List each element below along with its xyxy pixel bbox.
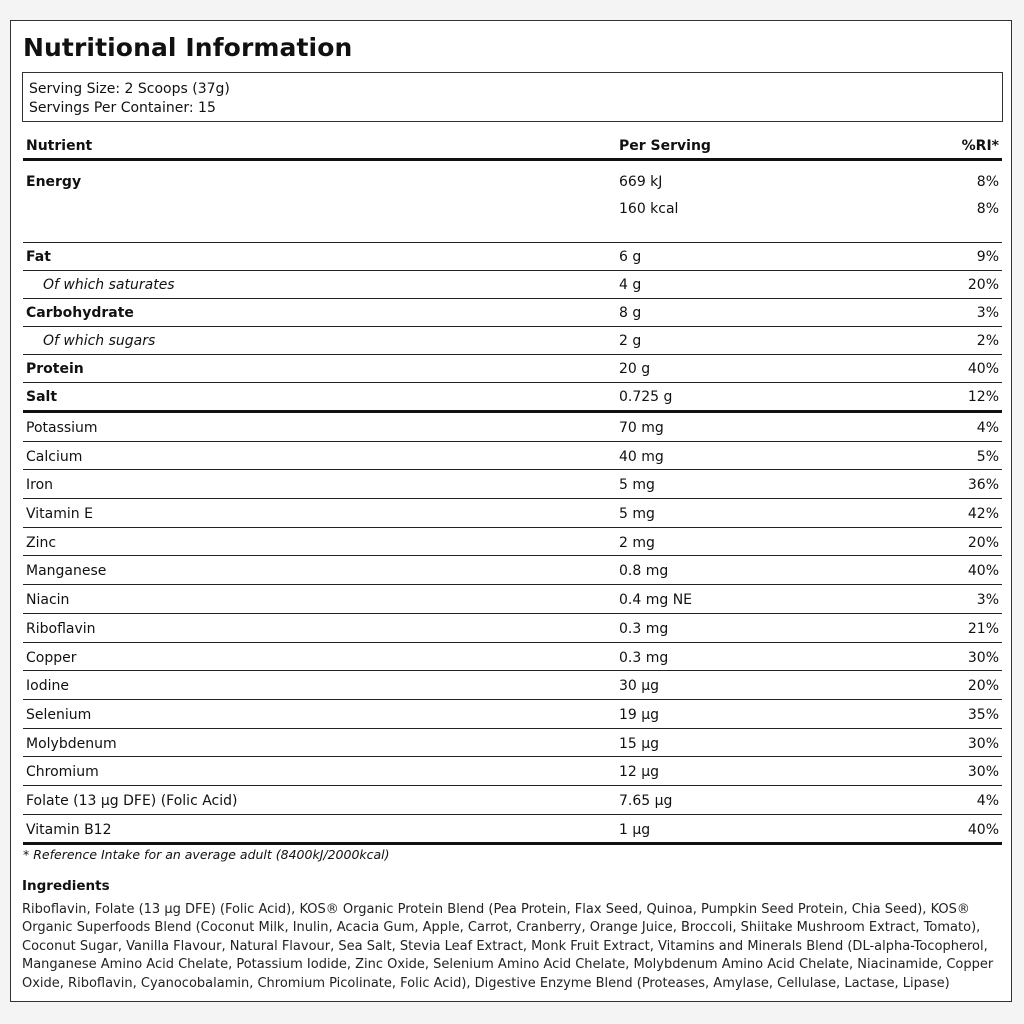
nutrient-value: 2 mg xyxy=(619,534,655,551)
header-nutrient: Nutrient xyxy=(26,138,93,154)
nutrient-ri: 40% xyxy=(967,361,999,377)
nutrient-label: Molybdenum xyxy=(26,735,117,752)
nutrient-ri: 4% xyxy=(976,420,999,436)
ingredients-text: Riboflavin, Folate (13 µg DFE) (Folic Acid), KOS® Organic Protein Blend (Pea Protein, Flax Seed, Quinoa, Pumpkin Seed Protein, Chia Seed), KOS® Organic Superfoods Blend (Coconut Milk, Inulin, Acacia Gum, Apple, Carrot, Cranberry, Orange Juice, Broccoli, Shiitake Mushroom Extract, Tomato), Coconut Sugar, Vanilla Flavour, Natural Flavour, Sea Salt, Stevia Leaf Extract, Monk Fruit Extract, Vitamins and Minerals Blend (DL-alpha-Tocopherol, Manganese Amino Acid Chelate, Potassium Iodide, Zinc Oxide, Selenium Amino Acid Chelate, Molybdenum Amino Acid Chelate, Niacinamide, Copper Oxide, Riboflavin, Cyanocobalamin, Chromium Picolinate, Folic Acid), Digestive Enzyme Blend (Proteases, Amylase, Cellulase, Lactase, Lipase) xyxy=(22,902,994,991)
energy-kcal-ri: 8% xyxy=(976,201,999,217)
table-row xyxy=(23,470,1002,499)
table-row xyxy=(23,327,1002,355)
nutrient-ri: 20% xyxy=(967,277,999,293)
table-row xyxy=(23,757,1002,786)
nutrient-label: Iron xyxy=(26,477,54,494)
nutrient-label: Salt xyxy=(26,389,58,405)
nutrient-value: 40 mg xyxy=(619,448,664,465)
nutrient-ri: 30% xyxy=(967,649,999,666)
nutrient-ri: 42% xyxy=(967,506,999,523)
table-row xyxy=(23,299,1002,327)
nutrient-label: Riboflavin xyxy=(26,620,96,637)
nutrition-table xyxy=(23,131,1002,845)
nutrient-ri: 36% xyxy=(967,477,999,494)
nutrient-value: 15 µg xyxy=(619,735,660,752)
nutrient-label: Copper xyxy=(26,649,77,666)
nutrient-ri: 3% xyxy=(976,305,999,321)
nutrient-label: Protein xyxy=(26,361,84,377)
nutrient-ri: 30% xyxy=(967,764,999,781)
nutrient-value: 5 mg xyxy=(619,477,655,494)
table-row xyxy=(23,243,1002,271)
nutrient-ri: 4% xyxy=(976,792,999,809)
energy-kj-ri: 8% xyxy=(976,174,999,190)
table-header-row xyxy=(23,131,1002,161)
nutrient-value: 0.4 mg NE xyxy=(619,592,693,609)
nutrient-label: Calcium xyxy=(26,448,83,465)
nutrient-ri: 20% xyxy=(967,678,999,695)
nutrient-label: Manganese xyxy=(26,563,107,580)
table-row xyxy=(23,442,1002,471)
nutrient-ri: 40% xyxy=(967,821,999,838)
table-row xyxy=(23,815,1002,845)
nutrient-label: Niacin xyxy=(26,592,70,609)
nutrient-label: Vitamin E xyxy=(26,506,93,523)
serving-size: Serving Size: 2 Scoops (37g) xyxy=(29,81,230,97)
nutrient-label: Of which saturates xyxy=(43,277,175,293)
nutrient-value: 12 µg xyxy=(619,764,660,781)
table-row xyxy=(23,499,1002,528)
nutrient-label: Folate (13 µg DFE) (Folic Acid) xyxy=(26,792,238,809)
nutrient-label: Zinc xyxy=(26,534,57,551)
table-row xyxy=(23,614,1002,643)
energy-kcal-value: 160 kcal xyxy=(619,201,679,217)
reference-intake-footnote: * Reference Intake for an average adult (8400kJ/2000kcal) xyxy=(23,847,390,862)
header-per-serving: Per Serving xyxy=(619,138,711,154)
nutrient-value: 7.65 µg xyxy=(619,792,673,809)
nutrient-ri: 30% xyxy=(967,735,999,752)
nutrient-label: Selenium xyxy=(26,706,92,723)
ingredients-title: Ingredients xyxy=(22,878,110,894)
nutrient-value: 20 g xyxy=(619,361,651,377)
nutrition-panel xyxy=(10,20,1012,1002)
nutrient-ri: 20% xyxy=(967,534,999,551)
nutrient-label: Of which sugars xyxy=(43,333,156,349)
table-row xyxy=(23,413,1002,442)
table-row xyxy=(23,786,1002,815)
nutrient-ri: 2% xyxy=(976,333,999,349)
header-ri: %RI* xyxy=(961,138,999,154)
table-row xyxy=(23,271,1002,299)
nutrient-value: 6 g xyxy=(619,249,642,265)
energy-label: Energy xyxy=(26,174,82,190)
nutrient-value: 0.3 mg xyxy=(619,620,669,637)
nutrient-value: 4 g xyxy=(619,277,642,293)
page-title: Nutritional Information xyxy=(23,33,353,62)
nutrient-ri: 9% xyxy=(976,249,999,265)
nutrient-value: 70 mg xyxy=(619,420,664,436)
nutrient-value: 5 mg xyxy=(619,506,655,523)
nutrient-value: 2 g xyxy=(619,333,642,349)
nutrient-ri: 35% xyxy=(967,706,999,723)
table-row xyxy=(23,528,1002,557)
nutrient-label: Carbohydrate xyxy=(26,305,134,321)
nutrient-value: 8 g xyxy=(619,305,642,321)
nutrient-value: 19 µg xyxy=(619,706,660,723)
nutrient-label: Potassium xyxy=(26,420,98,436)
table-row xyxy=(23,700,1002,729)
table-row xyxy=(23,729,1002,758)
table-row xyxy=(23,671,1002,700)
nutrient-ri: 3% xyxy=(976,592,999,609)
nutrient-value: 30 µg xyxy=(619,678,660,695)
nutrient-label: Chromium xyxy=(26,764,99,781)
table-row xyxy=(23,383,1002,413)
table-row xyxy=(23,355,1002,383)
nutrient-value: 1 µg xyxy=(619,821,651,838)
serving-info-box xyxy=(22,72,1003,122)
nutrient-ri: 21% xyxy=(967,620,999,637)
nutrient-value: 0.8 mg xyxy=(619,563,669,580)
table-row xyxy=(23,643,1002,672)
nutrient-label: Iodine xyxy=(26,678,69,695)
table-row xyxy=(23,556,1002,585)
energy-kj-value: 669 kJ xyxy=(619,174,663,190)
table-row xyxy=(23,585,1002,614)
nutrient-ri: 40% xyxy=(967,563,999,580)
nutrient-ri: 12% xyxy=(967,389,999,405)
servings-per-container: Servings Per Container: 15 xyxy=(29,100,216,116)
nutrient-value: 0.3 mg xyxy=(619,649,669,666)
nutrient-value: 0.725 g xyxy=(619,389,673,405)
table-row-energy xyxy=(23,161,1002,243)
nutrient-label: Fat xyxy=(26,249,51,265)
nutrient-label: Vitamin B12 xyxy=(26,821,112,838)
nutrient-ri: 5% xyxy=(976,448,999,465)
